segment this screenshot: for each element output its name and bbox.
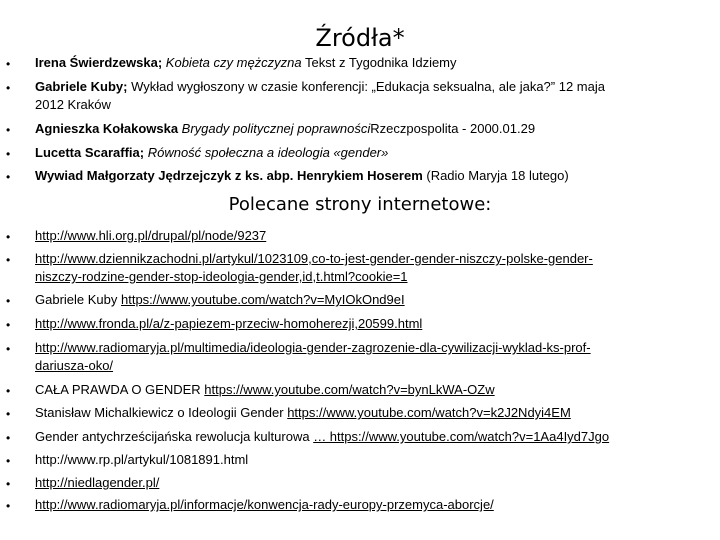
link[interactable]: https://www.youtube.com/watch?v=k2J2Ndyi4EM xyxy=(287,405,571,420)
source-author: Lucetta Scaraffia; xyxy=(35,145,145,160)
link-continuation xyxy=(35,267,408,286)
link[interactable]: http://www.dziennikzachodni.pl/artykul/1023109,co-to-jest-gender-gender-niszczy-polske-gender- xyxy=(35,251,593,266)
source-item xyxy=(35,143,707,162)
list-item xyxy=(35,380,707,399)
bullet: • xyxy=(6,57,11,71)
link-label: Stanisław Michalkiewicz o Ideologii Gender xyxy=(35,405,288,420)
link[interactable]: https://www.youtube.com/watch?v=bynLkWA-OZw xyxy=(204,382,495,397)
source-work: Brygady politycznej poprawności xyxy=(178,121,371,136)
bullet: • xyxy=(6,454,11,468)
link[interactable]: http://niedlagender.pl/ xyxy=(35,475,160,490)
list-item xyxy=(35,226,707,245)
bullet: • xyxy=(6,342,11,356)
bullet: • xyxy=(6,253,11,267)
link[interactable]: http://www.radiomaryja.pl/multimedia/ideologia-gender-zagrozenie-dla-cywilizacji-wyklad-ks-prof- xyxy=(35,340,591,355)
link[interactable]: niszczy-rodzine-gender-stop-ideologia-gender,id,t.html?cookie=1 xyxy=(35,269,408,284)
link-continuation xyxy=(35,356,113,375)
source-item xyxy=(35,53,707,72)
source-rest: (Radio Maryja 18 lutego) xyxy=(422,168,569,183)
source-rest: Wykład wygłoszony w czasie konferencji: „Edukacja seksualna, ale jaka?” 12 maja xyxy=(127,79,605,94)
source-author: Wywiad Małgorzaty Jędrzejczyk z ks. abp. Henrykiem Hoserem xyxy=(35,168,423,183)
bullet: • xyxy=(6,81,11,95)
link[interactable]: … https://www.youtube.com/watch?v=1Aa4Iyd7Jgo xyxy=(313,429,610,444)
bullet: • xyxy=(6,499,11,513)
link[interactable]: http://www.radiomaryja.pl/informacje/konwencja-rady-europy-przemyca-aborcje/ xyxy=(35,497,494,512)
source-rest: Rzeczpospolita - 2000.01.29 xyxy=(370,121,536,136)
bullet: • xyxy=(6,170,11,184)
plain-url: http://www.rp.pl/artykul/1081891.html xyxy=(35,452,249,467)
list-item xyxy=(35,450,707,469)
bullet: • xyxy=(6,384,11,398)
recommended-heading: Polecane strony internetowe: xyxy=(228,194,492,215)
slide-title: Źródła* xyxy=(315,24,405,52)
source-author: Irena Świerdzewska; xyxy=(35,55,163,70)
link-label: Gabriele Kuby xyxy=(35,292,121,307)
link[interactable]: https://www.youtube.com/watch?v=MyIOkOnd9eI xyxy=(121,292,405,307)
link[interactable]: http://www.fronda.pl/a/z-papiezem-przeciw-homoherezji,20599.html xyxy=(35,316,423,331)
bullet: • xyxy=(6,318,11,332)
list-item xyxy=(35,338,707,357)
list-item xyxy=(35,427,707,446)
list-item xyxy=(35,314,707,333)
bullet: • xyxy=(6,294,11,308)
bullet: • xyxy=(6,147,11,161)
list-item xyxy=(35,249,707,268)
source-rest: Tekst z Tygodnika Idziemy xyxy=(301,55,457,70)
list-item xyxy=(35,473,707,492)
bullet: • xyxy=(6,477,11,491)
link[interactable]: dariusza-oko/ xyxy=(35,358,114,373)
bullet: • xyxy=(6,431,11,445)
source-item xyxy=(35,77,707,96)
bullet: • xyxy=(6,123,11,137)
link-label: Gender antychrześcijańska rewolucja kulturowa xyxy=(35,429,314,444)
list-item xyxy=(35,495,707,514)
source-item xyxy=(35,119,707,138)
list-item xyxy=(35,290,707,309)
bullet: • xyxy=(6,230,11,244)
source-author: Gabriele Kuby; xyxy=(35,79,128,94)
source-author: Agnieszka Kołakowska xyxy=(35,121,179,136)
bullet: • xyxy=(6,407,11,421)
link-label: CAŁA PRAWDA O GENDER xyxy=(35,382,205,397)
source-work: Równość społeczna a ideologia «gender» xyxy=(144,145,389,160)
source-continuation: 2012 Kraków xyxy=(35,97,111,112)
list-item xyxy=(35,403,707,422)
source-item xyxy=(35,166,707,185)
link[interactable]: http://www.hli.org.pl/drupal/pl/node/9237 xyxy=(35,228,267,243)
source-work: Kobieta czy mężczyzna xyxy=(165,55,302,70)
